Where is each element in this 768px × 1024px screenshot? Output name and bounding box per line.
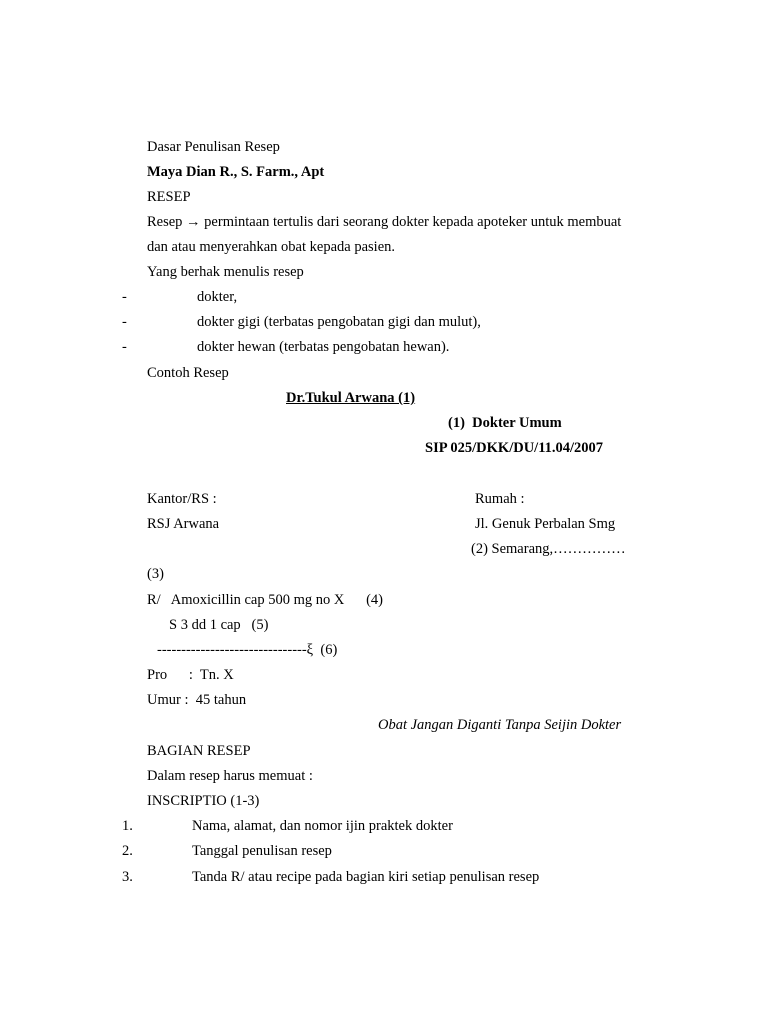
office-value: RSJ Arwana [147, 516, 220, 532]
inscriptio-heading: INSCRIPTIO (1-3) [147, 793, 260, 809]
signa-line: S 3 dd 1 cap (5) [169, 617, 269, 633]
office-label: Kantor/RS : [147, 491, 217, 507]
bagian-resep-intro: Dalam resep harus memuat : [147, 768, 313, 784]
doctor-specialty: (1) Dokter Umum [448, 415, 562, 431]
writers-intro: Yang berhak menulis resep [147, 264, 304, 280]
list-item-number: 3. [122, 869, 133, 885]
place-date: (2) Semarang,…………… [471, 541, 626, 557]
writer-item-dokter-gigi: dokter gigi (terbatas pengobatan gigi dan mulut), [197, 314, 481, 330]
list-item-number: 2. [122, 843, 133, 859]
closing-line: -------------------------------ξ (6) [157, 642, 338, 658]
writer-bullet: - [122, 339, 127, 355]
writer-item-dokter: dokter, [197, 289, 238, 305]
recipe-line: R/ Amoxicillin cap 500 mg no X (4) [147, 592, 384, 608]
writer-item-dokter-hewan: dokter hewan (terbatas pengobatan hewan). [197, 339, 450, 355]
writer-bullet: - [122, 314, 127, 330]
patient-age: Umur : 45 tahun [147, 692, 247, 708]
marker-3: (3) [147, 566, 164, 582]
substitution-warning: Obat Jangan Diganti Tanpa Seijin Dokter [378, 717, 622, 733]
definition-line-2: dan atau menyerahkan obat kepada pasien. [147, 239, 396, 255]
heading-resep: RESEP [147, 189, 191, 205]
doc-title: Dasar Penulisan Resep [147, 139, 280, 155]
definition-line-1: Resep → permintaan tertulis dari seorang dokter kepada apoteker untuk membuat [147, 214, 622, 230]
doctor-name: Dr.Tukul Arwana (1) [286, 390, 416, 406]
patient-pro: Pro : Tn. X [147, 667, 234, 683]
home-label: Rumah : [475, 491, 525, 507]
list-item-text: Nama, alamat, dan nomor ijin praktek dokter [192, 818, 453, 834]
list-item-number: 1. [122, 818, 133, 834]
list-item-text: Tanggal penulisan resep [192, 843, 332, 859]
bagian-resep-heading: BAGIAN RESEP [147, 743, 251, 759]
doc-author: Maya Dian R., S. Farm., Apt [147, 164, 325, 180]
list-item-text: Tanda R/ atau recipe pada bagian kiri setiap penulisan resep [192, 869, 540, 885]
writer-bullet: - [122, 289, 127, 305]
contoh-resep-label: Contoh Resep [147, 365, 229, 381]
doctor-sip: SIP 025/DKK/DU/11.04/2007 [425, 440, 604, 456]
home-value: Jl. Genuk Perbalan Smg [475, 516, 616, 532]
